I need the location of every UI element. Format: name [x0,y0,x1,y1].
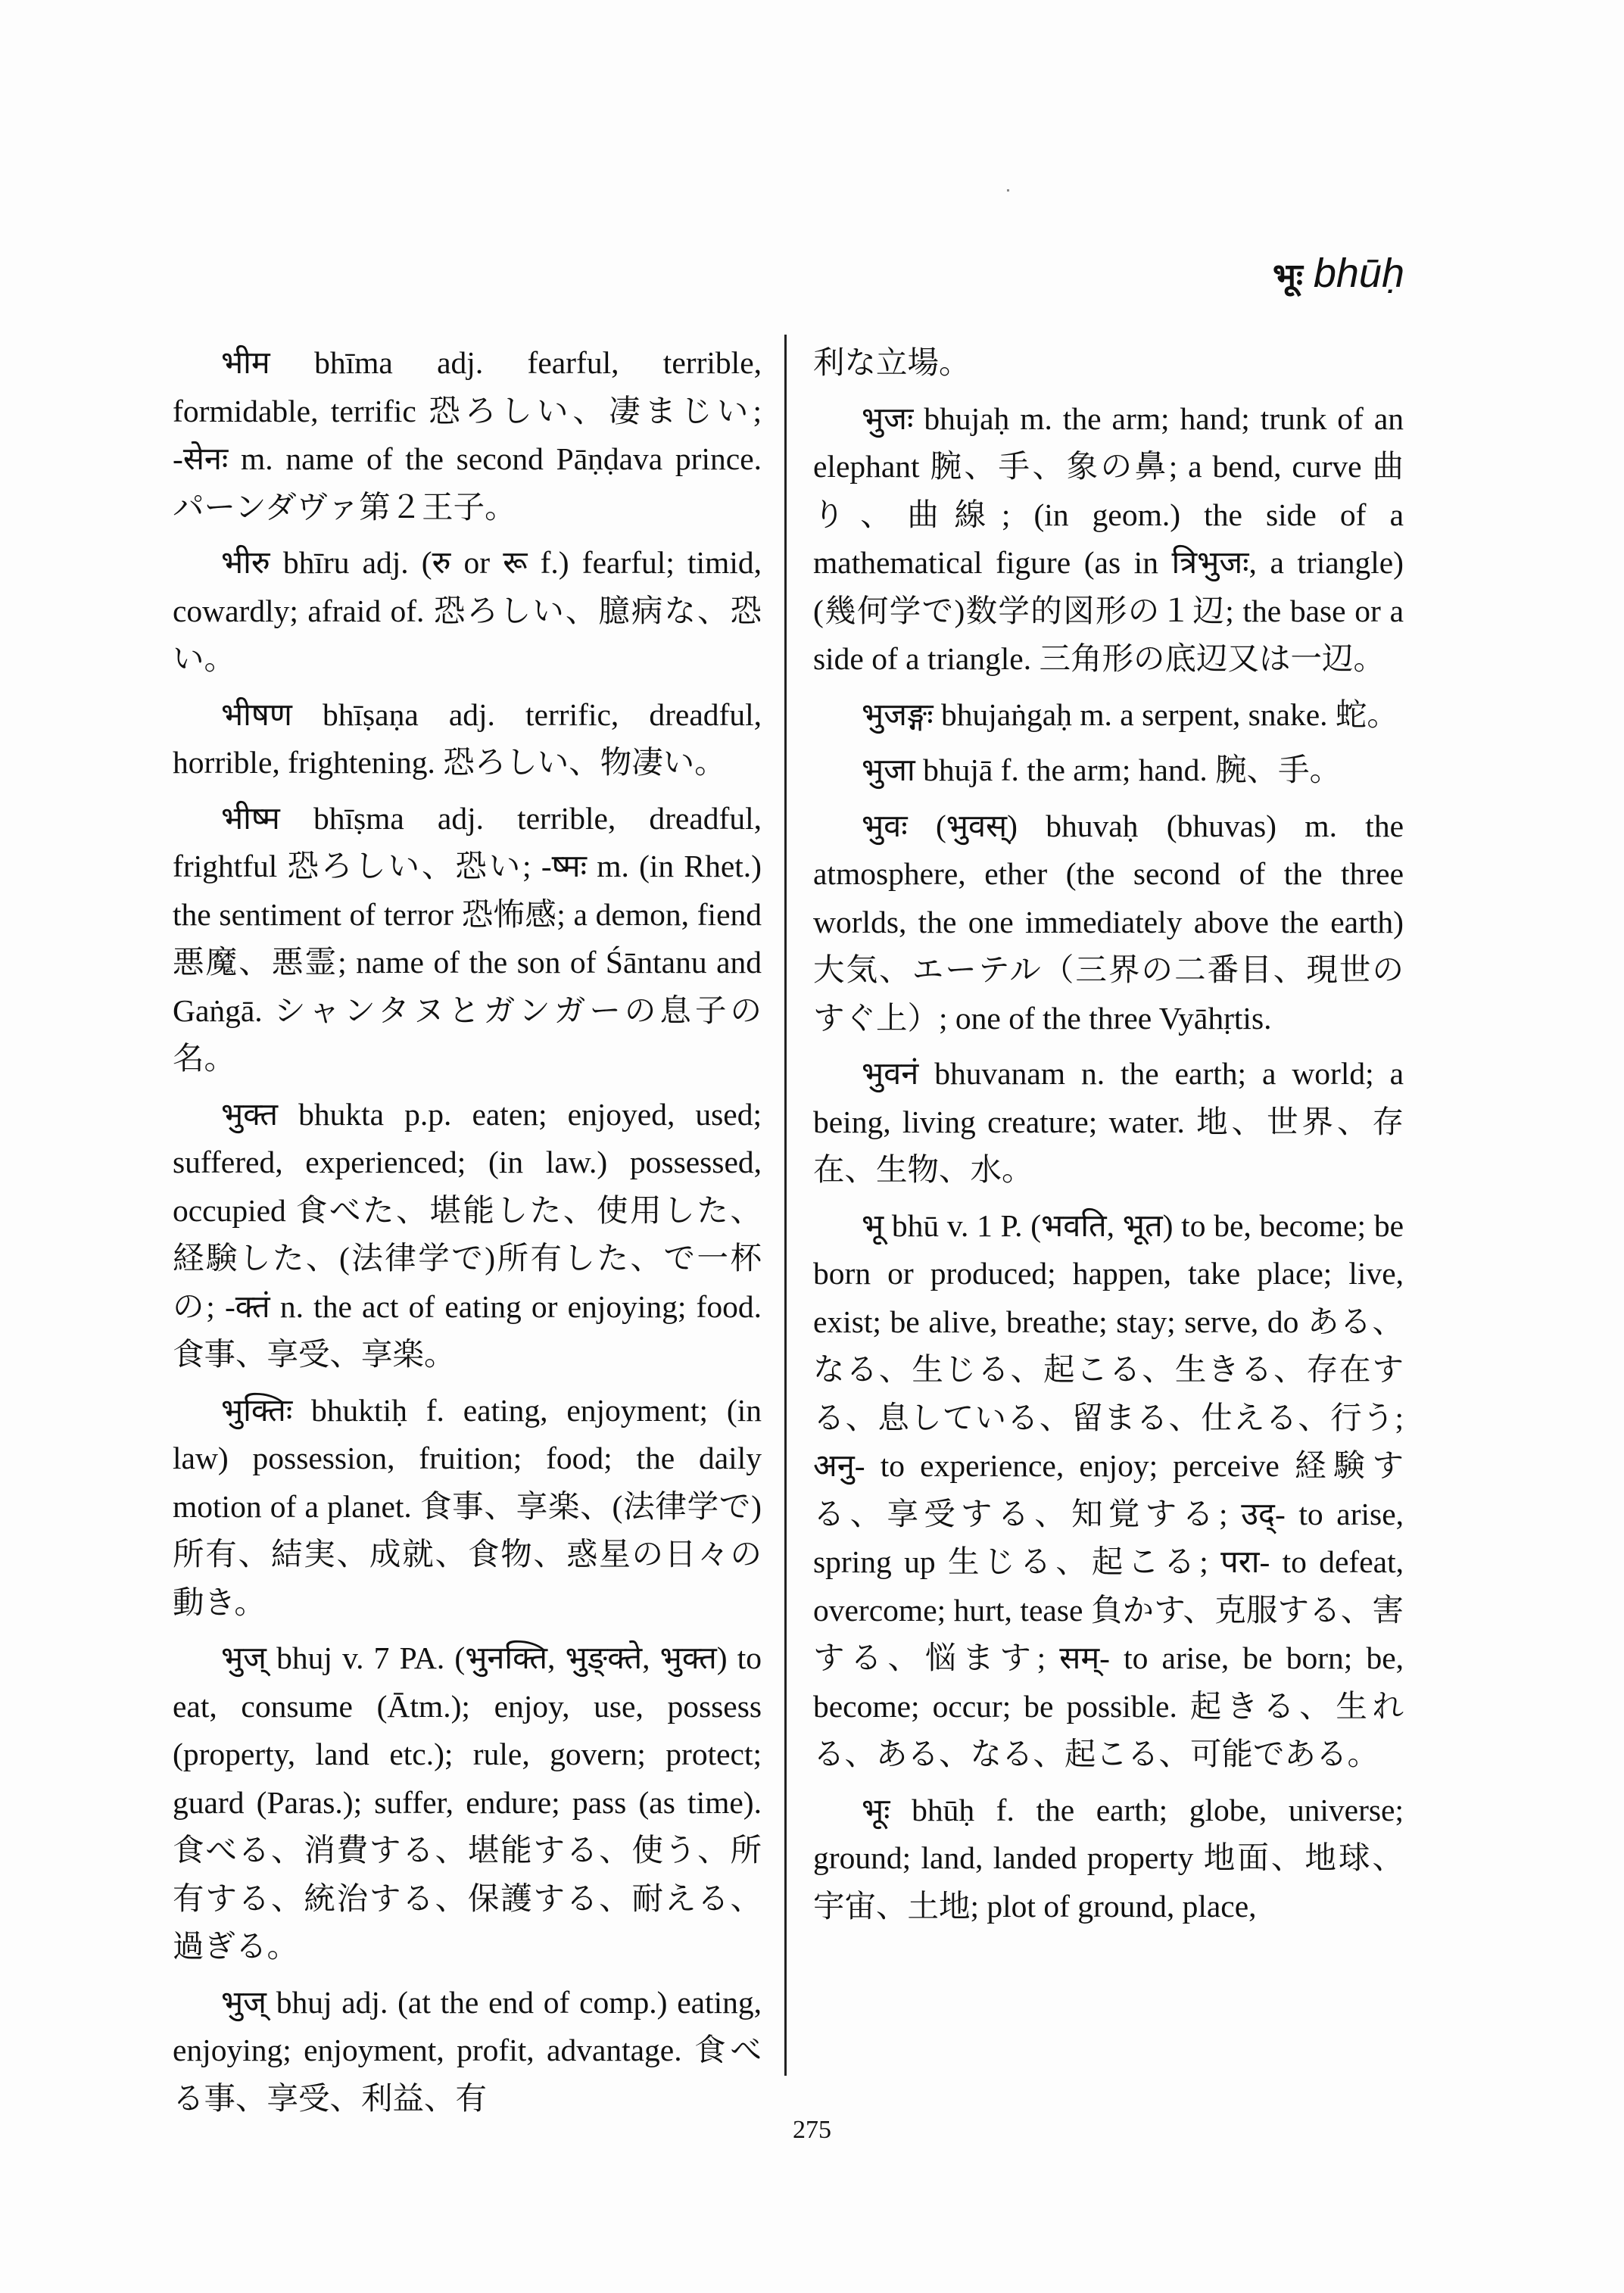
print-speck [1007,189,1009,192]
dictionary-entry: भूः bhūḥ f. the earth; globe, universe; ground; land, landed property 地面、地球、宇宙、土地; plot of ground, place, [813,1792,1404,1924]
dictionary-entry: भीम bhīma adj. fearful, terrible, formidable, terrific 恐ろしい、凄まじい; -सेनः m. name of the second Pāṇḍava prince. パーンダヴァ第２王子。 [173,345,762,525]
dictionary-entry: भुक्त bhukta p.p. eaten; enjoyed, used; suffered, experienced; (in law.) possessed, occupied 食べた、堪能した、使用した、経験した、(法律学で)所有した、で一杯の; -क्तं n. the act of eating or enjoying; food. 食事、享受、享楽。 [173,1096,762,1372]
dictionary-entry: भुज् bhuj adj. (at the end of comp.) eating, enjoying; enjoyment, profit, advantage. 食べる事、享受、利益、有 [173,1984,762,2116]
dictionary-entry: भू bhū v. 1 P. (भवति, भूत) to be, become; be born or produced; happen, take place; live, exist; be alive, breathe; stay; serve, do ある、なる、生じる、起こる、生きる、存在する、息している、留まる、仕える、行う; अनु- to experience, enjoy; perceive 経験する、享受する、知覚する; उद्- to arise, spring up 生じる、起こる; परा- to defeat, overcome; hurt, tease 負かす、克服する、害する、悩ます; सम्- to arise, be born; be, become; occur; be possible. 起きる、生れる、ある、なる、起こる、可能である。 [813,1207,1404,1771]
right-column [813,339,1404,1938]
page-number: 275 [793,2116,831,2144]
column-divider [784,335,787,2076]
running-head-devanagari: भूः [1273,257,1303,295]
dictionary-entry: भीषण bhīṣaṇa adj. terrific, dreadful, horrible, frightening. 恐ろしい、物凄い。 [173,696,762,780]
dictionary-entry: भुवनं bhuvanam n. the earth; a world; a being, living creature; water. 地、世界、存在、生物、水。 [813,1056,1404,1187]
dictionary-entry: भुवः (भुवस्) bhuvaḥ (bhuvas) m. the atmosphere, ether (the second of the three worlds, the one immediately above the earth) 大気、エーテル（三界の二番目、現世のすぐ上）; one of the three Vyāhṛtis. [813,808,1404,1036]
dictionary-entry: 利な立場。 [813,345,971,380]
dictionary-entry: भुजा bhujā f. the arm; hand. 腕、手。 [862,752,1342,787]
dictionary-entry: भुज् bhuj v. 7 PA. (भुनक्ति, भुङ्क्ते, भुक्त) to eat, consume (Ātm.); enjoy, use, possess (property, land etc.); rule, govern; protect; guard (Paras.); suffer, endure; pass (as time). 食べる、消費する、堪能する、使う、所有する、統治する、保護する、耐える、過ぎる。 [173,1640,762,1964]
dictionary-entry: भीरु bhīru adj. (रु or रू f.) fearful; timid, cowardly; afraid of. 恐ろしい、臆病な、恐い。 [173,545,762,676]
left-column [173,339,762,2130]
dictionary-entry: भीष्म bhīṣma adj. terrible, dreadful, frightful 恐ろしい、恐い; -ष्मः m. (in Rhet.) the sentiment of terror 恐怖感; a demon, fiend 悪魔、悪霊; name of the son of Śāntanu and Gaṅgā. シャンタヌとガンガーの息子の名。 [173,800,762,1076]
dictionary-entry: भुजः bhujaḥ m. the arm; hand; trunk of an elephant 腕、手、象の鼻; a bend, curve 曲り、曲線; (in geom.) the side of a mathematical figure (as in त्रिभुजः, a triangle) (幾何学で)数学的図形の１辺; the base or a side of a triangle. 三角形の底辺又は一辺。 [813,400,1404,676]
running-head [1273,250,1404,297]
dictionary-entry: भुक्तिः bhuktiḥ f. eating, enjoyment; (in law) possession, fruition; food; the daily motion of a planet. 食事、享楽、(法律学で)所有、結実、成就、食物、惑星の日々の動き。 [173,1392,762,1620]
running-head-translit: bhūḥ [1313,251,1404,296]
dictionary-entry: भुजङ्गः bhujaṅgaḥ m. a serpent, snake. 蛇。 [862,696,1398,732]
